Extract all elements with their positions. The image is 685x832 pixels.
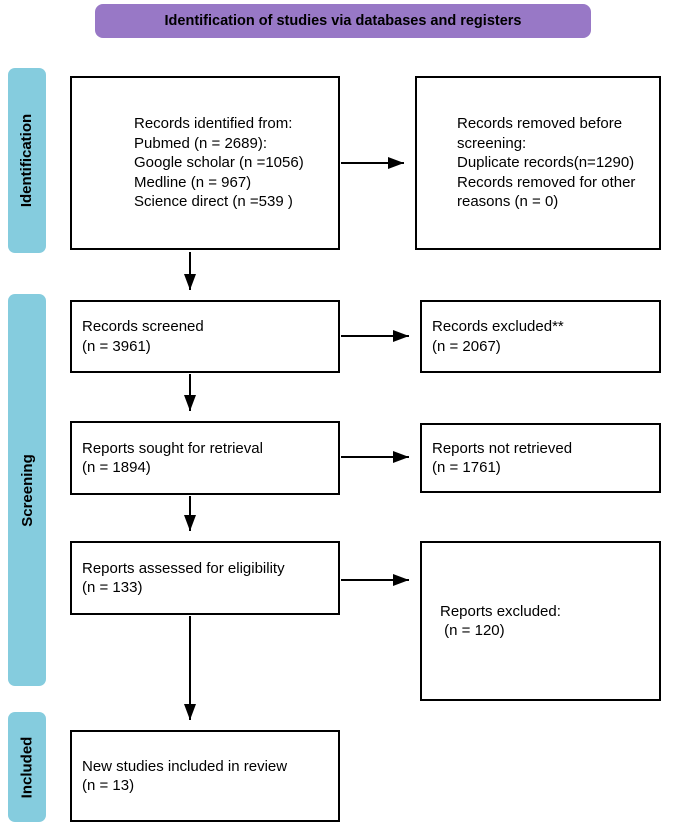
box-text-line: Reports not retrieved bbox=[432, 439, 573, 457]
box-text-line: Records excluded** bbox=[432, 318, 564, 335]
box-records-excluded bbox=[420, 300, 661, 373]
box-text-line: (n = 120) bbox=[440, 622, 505, 639]
box-text-line: Medline (n = 967) bbox=[134, 173, 252, 191]
box-reports-excluded bbox=[420, 541, 661, 701]
stage-label-text: Identification bbox=[18, 113, 36, 208]
box-text-line: Google scholar (n =1056) bbox=[134, 154, 304, 172]
stage-label-text: Included bbox=[18, 736, 36, 798]
box-text-line: (n = 1894) bbox=[82, 459, 151, 476]
box-text-line: Reports excluded: bbox=[440, 602, 561, 620]
box-text-line: reasons (n = 0) bbox=[457, 193, 559, 211]
box-reports-sought bbox=[70, 421, 340, 495]
box-studies-included bbox=[70, 730, 340, 822]
stage-label-identification bbox=[8, 68, 46, 253]
box-text-line: (n = 133) bbox=[82, 579, 143, 596]
box-records-identified bbox=[70, 76, 340, 250]
stage-label-text: Screening bbox=[18, 453, 36, 527]
box-text-line: screening: bbox=[457, 134, 527, 152]
stage-label-screening bbox=[8, 294, 46, 686]
stage-label-included bbox=[8, 712, 46, 822]
diagram-title-banner bbox=[95, 4, 591, 38]
box-text-line: Records identified from: bbox=[134, 115, 293, 133]
box-text-line: (n = 1761) bbox=[432, 459, 501, 476]
box-text-line: Reports assessed for eligibility bbox=[82, 559, 285, 577]
box-text-line: Science direct (n =539 ) bbox=[134, 193, 293, 211]
box-text-line: Records removed for other bbox=[457, 173, 636, 191]
box-text-line: (n = 13) bbox=[82, 777, 135, 794]
box-reports-not-retrieved bbox=[420, 423, 661, 493]
box-text-line: Pubmed (n = 2689): bbox=[134, 134, 268, 152]
box-records-screened bbox=[70, 300, 340, 373]
box-text-line: (n = 3961) bbox=[82, 337, 151, 355]
box-text-line: New studies included in review bbox=[82, 757, 288, 775]
box-reports-assessed bbox=[70, 541, 340, 615]
diagram-title: Identification of studies via databases and registers bbox=[164, 13, 522, 29]
box-text-line: (n = 2067) bbox=[432, 337, 501, 355]
box-text-line: Reports sought for retrieval bbox=[82, 439, 263, 457]
box-text-line: Records screened bbox=[82, 318, 204, 335]
box-text-line: Records removed before bbox=[457, 115, 623, 133]
box-text-line: Duplicate records(n=1290) bbox=[457, 154, 635, 172]
box-records-removed bbox=[415, 76, 661, 250]
